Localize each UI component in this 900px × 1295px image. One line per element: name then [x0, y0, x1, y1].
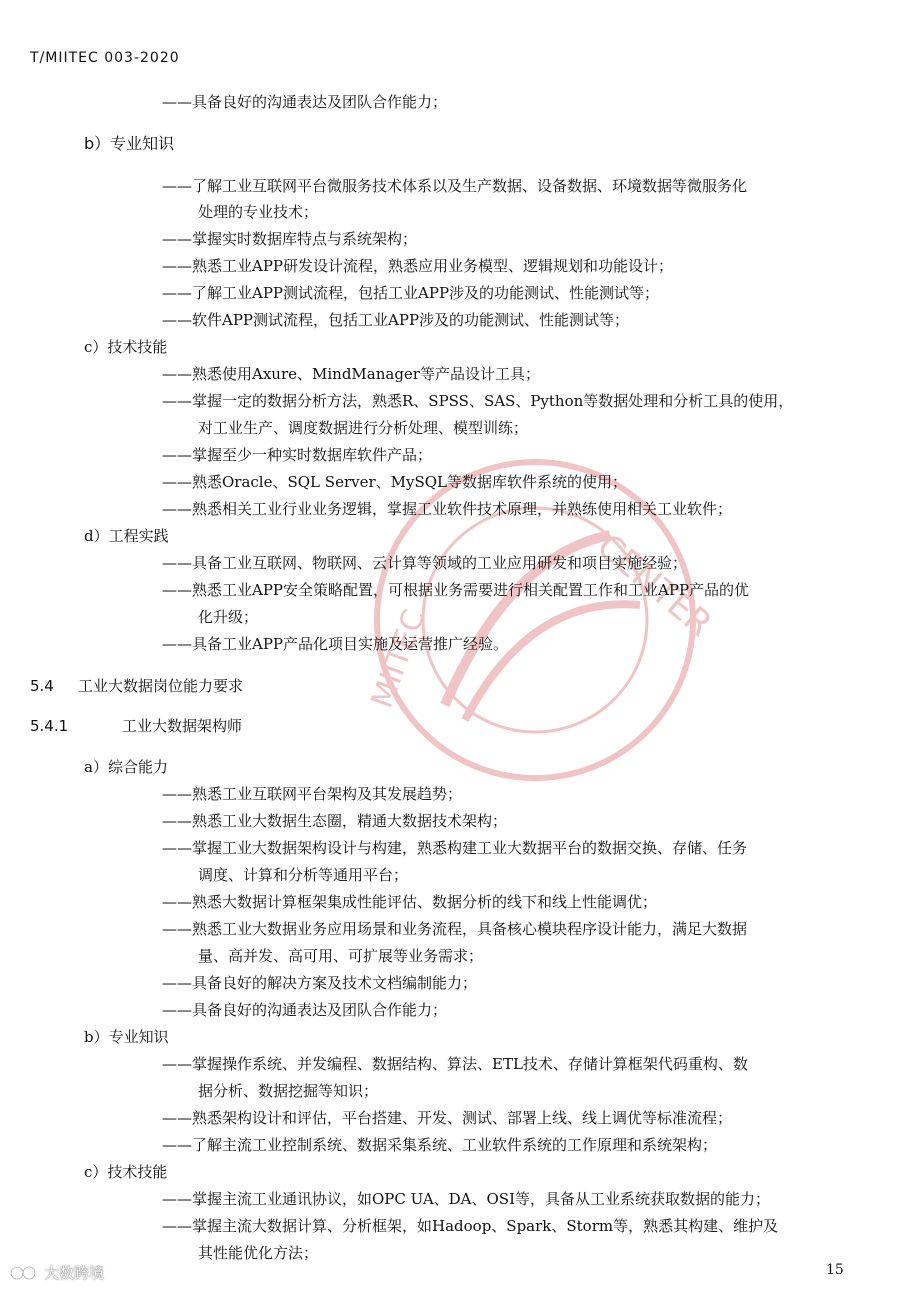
text-line: 调度、计算和分析等通用平台；	[198, 866, 409, 884]
text-line: ——掌握主流大数据计算、分析框架，如Hadoop、Spark、Storm等，熟悉其构建、维护及	[162, 1217, 779, 1235]
subheading-professional-knowledge: b）专业知识	[84, 134, 175, 153]
text-line: ——掌握操作系统、并发编程、数据结构、算法、ETL技术、存储计算框架代码重构、数	[162, 1055, 748, 1073]
document-id-header: T/MIITEC 003-2020	[30, 50, 180, 66]
source-logo	[10, 1262, 104, 1283]
text-line: ——了解工业APP测试流程，包括工业APP涉及的功能测试、性能测试等；	[162, 284, 660, 302]
text-line: ——了解主流工业控制系统、数据采集系统、工业软件系统的工作原理和系统架构；	[162, 1136, 718, 1154]
svg-text:MIITEC: MIITEC	[364, 605, 433, 713]
section-heading-5-4-1	[30, 716, 242, 736]
text-line: ——掌握工业大数据架构设计与构建，熟悉构建工业大数据平台的数据交换、存储、任务	[162, 839, 748, 857]
text-line: ——了解工业互联网平台微服务技术体系以及生产数据、设备数据、环境数据等微服务化	[162, 177, 748, 195]
text-line: 对工业生产、调度数据进行分析处理、模型训练；	[198, 419, 529, 437]
section-number: 5.4	[30, 677, 54, 695]
subheading-technical-skills: c）技术技能	[84, 338, 168, 356]
text-line: ——熟悉架构设计和评估，平台搭建、开发、测试、部署上线、线上调优等标准流程；	[162, 1109, 733, 1127]
text-line: 其性能优化方法；	[198, 1244, 319, 1262]
text-line: 处理的专业技术；	[198, 203, 319, 221]
text-line: ——掌握一定的数据分析方法，熟悉R、SPSS、SAS、Python等数据处理和分析工具的使用，	[162, 392, 794, 410]
text-line: ——具备良好的解决方案及技术文档编制能力；	[162, 974, 478, 992]
subheading-professional-knowledge: b）专业知识	[84, 1028, 169, 1046]
logo-text: 大数跨境	[44, 1264, 105, 1282]
text-line: ——熟悉大数据计算框架集成性能评估、数据分析的线下和线上性能调优；	[162, 893, 658, 911]
section-title: 工业大数据架构师	[122, 717, 243, 735]
text-line: ——熟悉相关工业行业业务逻辑，掌握工业软件技术原理，并熟练使用相关工业软件；	[162, 500, 733, 518]
text-line: ——熟悉工业互联网平台架构及其发展趋势；	[162, 785, 463, 803]
section-title: 工业大数据岗位能力要求	[78, 677, 244, 695]
text-line: ——熟悉工业大数据生态圈，精通大数据技术架构；	[162, 812, 508, 830]
logo-icon	[10, 1264, 38, 1282]
text-line: ——软件APP测试流程，包括工业APP涉及的功能测试、性能测试等；	[162, 311, 630, 329]
text-line: ——具备工业互联网、物联网、云计算等领域的工业应用研发和项目实施经验；	[162, 554, 688, 572]
page-number: 15	[826, 1262, 844, 1278]
subheading-comprehensive-ability: a）综合能力	[84, 758, 168, 776]
text-line: ——掌握至少一种实时数据库软件产品；	[162, 446, 433, 464]
text-line: ——掌握实时数据库特点与系统架构；	[162, 230, 418, 248]
text-line: ——掌握主流工业通讯协议，如OPC UA、DA、OSI等，具备从工业系统获取数据的能力；	[162, 1190, 771, 1208]
text-line: ——熟悉工业APP研发设计流程，熟悉应用业务模型、逻辑规划和功能设计；	[162, 257, 674, 275]
text-line: ——熟悉工业APP安全策略配置，可根据业务需要进行相关配置工作和工业APP产品的优	[162, 581, 750, 599]
text-line: 据分析、数据挖掘等知识；	[198, 1082, 379, 1100]
text-line: 化升级；	[198, 608, 259, 626]
section-number: 5.4.1	[30, 717, 69, 735]
text-line: ——具备良好的沟通表达及团队合作能力；	[162, 1001, 448, 1019]
text-line: 量、高并发、高可用、可扩展等业务需求；	[198, 947, 484, 965]
text-line: ——熟悉工业大数据业务应用场景和业务流程，具备核心模块程序设计能力，满足大数据	[162, 920, 748, 938]
subheading-engineering-practice: d）工程实践	[84, 527, 169, 545]
section-heading-5-4	[30, 676, 243, 696]
text-line: ——具备良好的沟通表达及团队合作能力；	[162, 93, 448, 111]
svg-text:CENTER: CENTER	[589, 526, 720, 645]
text-line: ——熟悉使用Axure、MindManager等产品设计工具；	[162, 365, 540, 383]
text-line: ——熟悉Oracle、SQL Server、MySQL等数据库软件系统的使用；	[162, 473, 628, 491]
text-line: ——具备工业APP产品化项目实施及运营推广经验。	[162, 635, 509, 653]
subheading-technical-skills: c）技术技能	[84, 1163, 168, 1181]
